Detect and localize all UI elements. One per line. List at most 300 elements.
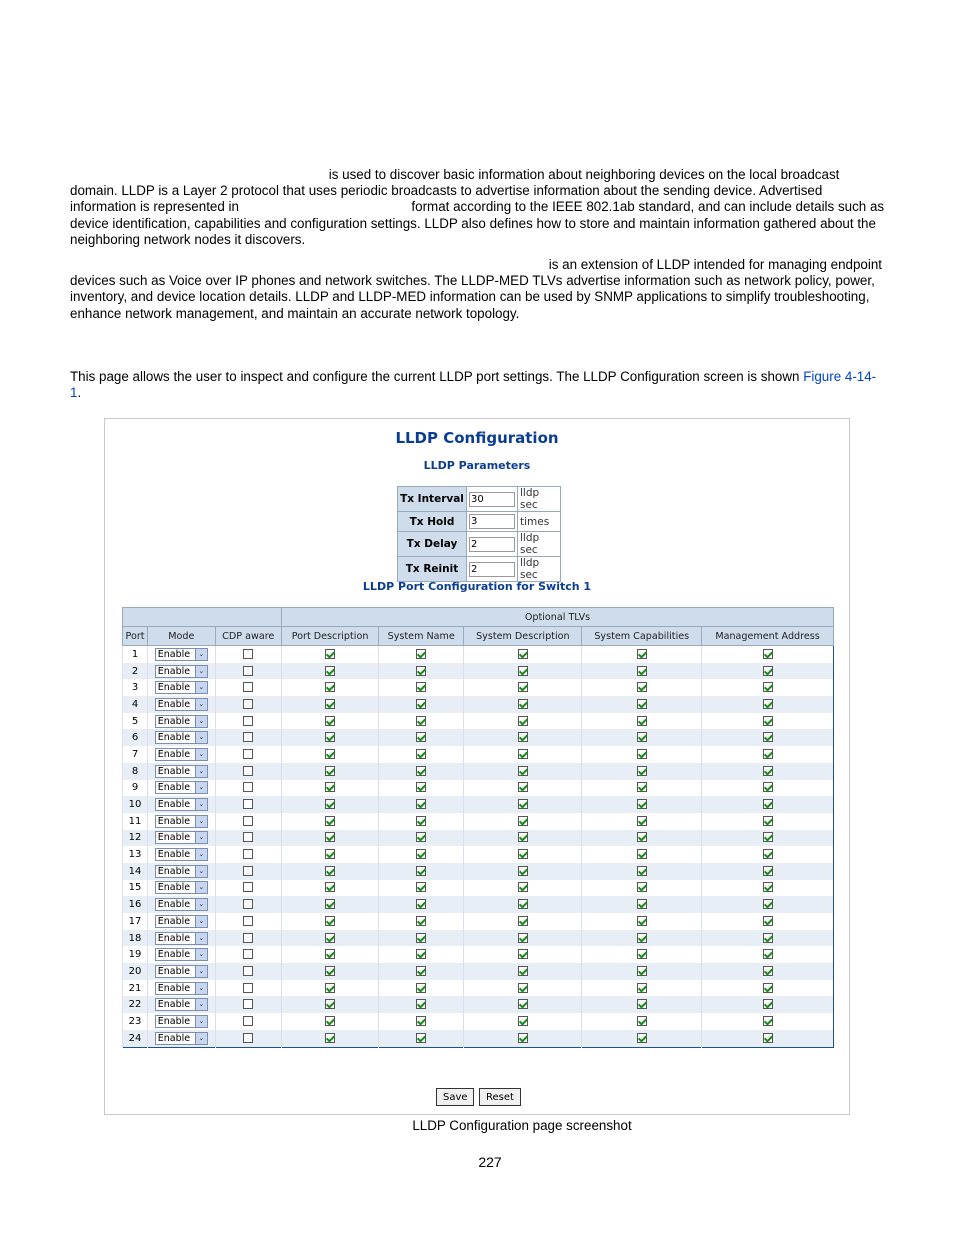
system-name-checkbox[interactable] [416, 732, 426, 742]
port-description-checkbox[interactable] [325, 849, 335, 859]
management-address-checkbox[interactable] [763, 1016, 773, 1026]
management-address-checkbox[interactable] [763, 816, 773, 826]
system-description-checkbox[interactable] [518, 749, 528, 759]
system-name-cell [379, 763, 464, 780]
system-capabilities-checkbox[interactable] [637, 1033, 647, 1043]
system-description-cell [464, 713, 582, 730]
system-description-checkbox[interactable] [518, 716, 528, 726]
mode-select[interactable] [155, 881, 208, 894]
system-capabilities-cell [582, 663, 702, 680]
system-capabilities-cell [582, 796, 702, 813]
column-header-system-description: System Description [464, 627, 582, 646]
system-capabilities-checkbox[interactable] [637, 682, 647, 692]
system-name-checkbox[interactable] [416, 799, 426, 809]
cdp-aware-cell [215, 946, 281, 963]
system-description-cell [464, 729, 582, 746]
system-description-checkbox[interactable] [518, 866, 528, 876]
port-description-checkbox[interactable] [325, 699, 335, 709]
system-name-checkbox[interactable] [416, 832, 426, 842]
system-name-cell [379, 746, 464, 763]
management-address-cell [702, 963, 834, 980]
param-input[interactable] [469, 514, 515, 529]
port-number: 12 [123, 830, 148, 847]
cdp-aware-checkbox[interactable] [243, 649, 253, 659]
port-description-checkbox[interactable] [325, 666, 335, 676]
cdp-aware-cell [215, 729, 281, 746]
port-number: 15 [123, 880, 148, 897]
management-address-checkbox[interactable] [763, 766, 773, 776]
cdp-aware-checkbox[interactable] [243, 832, 253, 842]
system-description-cell [464, 663, 582, 680]
mode-select[interactable] [155, 748, 208, 761]
port-description-checkbox[interactable] [325, 749, 335, 759]
port-description-checkbox[interactable] [325, 866, 335, 876]
table-row [123, 729, 834, 746]
system-name-cell [379, 846, 464, 863]
port-description-checkbox[interactable] [325, 782, 335, 792]
mode-select[interactable] [155, 798, 208, 811]
mode-select[interactable] [155, 815, 208, 828]
system-capabilities-checkbox[interactable] [637, 699, 647, 709]
management-address-checkbox[interactable] [763, 732, 773, 742]
chevron-down-icon: ⌄ [195, 882, 207, 893]
cdp-aware-checkbox[interactable] [243, 682, 253, 692]
mode-cell [148, 996, 216, 1013]
system-description-checkbox[interactable] [518, 983, 528, 993]
system-capabilities-checkbox[interactable] [637, 849, 647, 859]
mode-select[interactable] [155, 998, 208, 1011]
system-capabilities-checkbox[interactable] [637, 832, 647, 842]
system-capabilities-checkbox[interactable] [637, 782, 647, 792]
chevron-down-icon: ⌄ [195, 849, 207, 860]
mode-select[interactable] [155, 765, 208, 778]
system-description-cell [464, 813, 582, 830]
system-description-checkbox[interactable] [518, 649, 528, 659]
port-description-checkbox[interactable] [325, 649, 335, 659]
system-capabilities-checkbox[interactable] [637, 983, 647, 993]
system-description-checkbox[interactable] [518, 966, 528, 976]
mode-cell [148, 896, 216, 913]
system-description-checkbox[interactable] [518, 916, 528, 926]
port-number: 16 [123, 896, 148, 913]
column-header-port: Port [123, 627, 148, 646]
port-description-checkbox[interactable] [325, 732, 335, 742]
management-address-checkbox[interactable] [763, 983, 773, 993]
port-number: 6 [123, 729, 148, 746]
port-description-cell [281, 796, 378, 813]
port-description-cell [281, 980, 378, 997]
port-number: 19 [123, 946, 148, 963]
system-capabilities-checkbox[interactable] [637, 866, 647, 876]
mode-cell [148, 813, 216, 830]
management-address-checkbox[interactable] [763, 933, 773, 943]
port-description-checkbox[interactable] [325, 916, 335, 926]
mode-select-value: Enable [157, 698, 191, 710]
system-capabilities-checkbox[interactable] [637, 916, 647, 926]
port-description-checkbox[interactable] [325, 999, 335, 1009]
management-address-checkbox[interactable] [763, 666, 773, 676]
save-button[interactable]: Save [436, 1088, 474, 1106]
management-address-checkbox[interactable] [763, 782, 773, 792]
cdp-aware-checkbox[interactable] [243, 1033, 253, 1043]
system-description-checkbox[interactable] [518, 766, 528, 776]
management-address-cell [702, 813, 834, 830]
management-address-checkbox[interactable] [763, 999, 773, 1009]
column-header-mode: Mode [148, 627, 216, 646]
mode-select-value: Enable [157, 715, 191, 727]
system-name-checkbox[interactable] [416, 816, 426, 826]
cdp-aware-checkbox[interactable] [243, 782, 253, 792]
mode-select[interactable] [155, 831, 208, 844]
cdp-aware-cell [215, 863, 281, 880]
table-row [123, 679, 834, 696]
mode-select[interactable] [155, 915, 208, 928]
port-description-checkbox[interactable] [325, 882, 335, 892]
system-description-checkbox[interactable] [518, 682, 528, 692]
system-description-cell [464, 913, 582, 930]
management-address-checkbox[interactable] [763, 799, 773, 809]
table-row [123, 813, 834, 830]
column-header-system-capabilities: System Capabilities [582, 627, 702, 646]
cdp-aware-checkbox[interactable] [243, 933, 253, 943]
port-description-cell [281, 663, 378, 680]
system-name-checkbox[interactable] [416, 983, 426, 993]
system-name-checkbox[interactable] [416, 966, 426, 976]
cdp-aware-checkbox[interactable] [243, 866, 253, 876]
system-capabilities-checkbox[interactable] [637, 732, 647, 742]
param-unit: lldp sec [518, 532, 561, 557]
system-capabilities-checkbox[interactable] [637, 766, 647, 776]
param-input[interactable] [469, 492, 515, 507]
chevron-down-icon: ⌄ [195, 933, 207, 944]
mode-select[interactable] [155, 948, 208, 961]
management-address-cell [702, 780, 834, 797]
intro-paragraph-3 [70, 369, 886, 401]
mode-select-value: Enable [157, 899, 191, 911]
mode-select[interactable] [155, 715, 208, 728]
port-description-checkbox[interactable] [325, 832, 335, 842]
system-description-cell [464, 696, 582, 713]
chevron-down-icon: ⌄ [195, 999, 207, 1010]
cdp-aware-cell [215, 996, 281, 1013]
mode-select[interactable] [155, 731, 208, 744]
cdp-aware-checkbox[interactable] [243, 899, 253, 909]
optional-tlvs-header: Optional TLVs [281, 608, 833, 627]
mode-cell [148, 796, 216, 813]
system-description-checkbox[interactable] [518, 799, 528, 809]
port-number: 20 [123, 963, 148, 980]
system-capabilities-cell [582, 980, 702, 997]
system-name-checkbox[interactable] [416, 666, 426, 676]
system-name-checkbox[interactable] [416, 999, 426, 1009]
mode-select[interactable] [155, 932, 208, 945]
management-address-cell [702, 663, 834, 680]
system-description-checkbox[interactable] [518, 732, 528, 742]
cdp-aware-cell [215, 780, 281, 797]
system-capabilities-cell [582, 713, 702, 730]
management-address-checkbox[interactable] [763, 749, 773, 759]
intro-paragraph-2 [70, 257, 886, 322]
system-description-checkbox[interactable] [518, 1016, 528, 1026]
mode-select[interactable] [155, 898, 208, 911]
system-description-checkbox[interactable] [518, 699, 528, 709]
system-description-cell [464, 646, 582, 663]
system-name-checkbox[interactable] [416, 716, 426, 726]
header-blank [123, 608, 282, 627]
lldp-med-description-text: is an extension of LLDP intended for managing endpoint devices such as Voice over IP phones and network switches. The LLDP-MED TLVs advertise information such as network policy, power, inventory, and device location details. LLDP and LLDP-MED information can be used by SNMP applications to simplify troubleshooting, enhance network management, and maintain an accurate network topology. [70, 257, 883, 321]
system-description-cell [464, 846, 582, 863]
cdp-aware-cell [215, 980, 281, 997]
system-description-checkbox[interactable] [518, 949, 528, 959]
mode-select-value: Enable [157, 932, 191, 944]
mode-cell [148, 963, 216, 980]
chevron-down-icon: ⌄ [195, 649, 207, 660]
management-address-checkbox[interactable] [763, 699, 773, 709]
mode-cell [148, 863, 216, 880]
port-description-checkbox[interactable] [325, 816, 335, 826]
table-row [123, 863, 834, 880]
mode-select-value: Enable [157, 815, 191, 827]
port-description-checkbox[interactable] [325, 1033, 335, 1043]
param-label: Tx Delay [398, 532, 467, 557]
system-name-checkbox[interactable] [416, 699, 426, 709]
system-name-checkbox[interactable] [416, 866, 426, 876]
mode-select[interactable] [155, 965, 208, 978]
system-capabilities-checkbox[interactable] [637, 666, 647, 676]
cdp-aware-cell [215, 813, 281, 830]
system-description-checkbox[interactable] [518, 999, 528, 1009]
management-address-checkbox[interactable] [763, 882, 773, 892]
cdp-aware-cell [215, 880, 281, 897]
cdp-aware-checkbox[interactable] [243, 1016, 253, 1026]
management-address-cell [702, 1030, 834, 1047]
system-capabilities-cell [582, 880, 702, 897]
system-capabilities-cell [582, 1030, 702, 1047]
system-capabilities-cell [582, 963, 702, 980]
management-address-checkbox[interactable] [763, 966, 773, 976]
table-row [123, 830, 834, 847]
management-address-checkbox[interactable] [763, 899, 773, 909]
figure-link[interactable]: Figure 4-14-1 [70, 369, 877, 401]
management-address-cell [702, 996, 834, 1013]
mode-select[interactable] [155, 865, 208, 878]
cdp-aware-checkbox[interactable] [243, 966, 253, 976]
system-description-cell [464, 996, 582, 1013]
cdp-aware-cell [215, 930, 281, 947]
mode-select-value: Enable [157, 999, 191, 1011]
port-number: 13 [123, 846, 148, 863]
management-address-checkbox[interactable] [763, 949, 773, 959]
system-capabilities-checkbox[interactable] [637, 716, 647, 726]
cdp-aware-checkbox[interactable] [243, 766, 253, 776]
mode-select[interactable] [155, 648, 208, 661]
column-header-system-name: System Name [379, 627, 464, 646]
param-input[interactable] [469, 537, 515, 552]
system-name-cell [379, 780, 464, 797]
system-description-checkbox[interactable] [518, 849, 528, 859]
port-description-checkbox[interactable] [325, 799, 335, 809]
page-title: LLDP Configuration [395, 429, 559, 447]
system-description-checkbox[interactable] [518, 882, 528, 892]
table-row [123, 713, 834, 730]
port-config-table [122, 607, 834, 1048]
mode-select-value: Enable [157, 732, 191, 744]
system-capabilities-checkbox[interactable] [637, 799, 647, 809]
system-name-checkbox[interactable] [416, 749, 426, 759]
port-description-checkbox[interactable] [325, 716, 335, 726]
table-row [123, 780, 834, 797]
port-description-checkbox[interactable] [325, 933, 335, 943]
cdp-aware-checkbox[interactable] [243, 699, 253, 709]
cdp-aware-checkbox[interactable] [243, 799, 253, 809]
port-number: 14 [123, 863, 148, 880]
port-description-cell [281, 863, 378, 880]
system-capabilities-cell [582, 646, 702, 663]
system-capabilities-cell [582, 863, 702, 880]
system-name-cell [379, 796, 464, 813]
system-capabilities-checkbox[interactable] [637, 816, 647, 826]
system-capabilities-checkbox[interactable] [637, 882, 647, 892]
system-capabilities-cell [582, 1013, 702, 1030]
param-input[interactable] [469, 562, 515, 577]
system-description-cell [464, 896, 582, 913]
system-name-checkbox[interactable] [416, 899, 426, 909]
page-intro-text: This page allows the user to inspect and configure the current LLDP port settings. The LLDP Configuration screen is shown [70, 369, 800, 384]
cdp-aware-cell [215, 830, 281, 847]
system-name-cell [379, 913, 464, 930]
param-row [398, 512, 561, 532]
system-name-checkbox[interactable] [416, 766, 426, 776]
system-description-checkbox[interactable] [518, 832, 528, 842]
reset-button[interactable]: Reset [479, 1088, 521, 1106]
system-name-checkbox[interactable] [416, 1016, 426, 1026]
system-name-checkbox[interactable] [416, 949, 426, 959]
system-capabilities-checkbox[interactable] [637, 749, 647, 759]
management-address-cell [702, 880, 834, 897]
system-name-checkbox[interactable] [416, 682, 426, 692]
system-capabilities-checkbox[interactable] [637, 949, 647, 959]
system-capabilities-checkbox[interactable] [637, 1016, 647, 1026]
cdp-aware-checkbox[interactable] [243, 816, 253, 826]
mode-select[interactable] [155, 665, 208, 678]
system-description-checkbox[interactable] [518, 899, 528, 909]
management-address-checkbox[interactable] [763, 832, 773, 842]
system-name-cell [379, 679, 464, 696]
cdp-aware-checkbox[interactable] [243, 916, 253, 926]
system-name-checkbox[interactable] [416, 882, 426, 892]
management-address-checkbox[interactable] [763, 866, 773, 876]
mode-cell [148, 1013, 216, 1030]
port-description-cell [281, 896, 378, 913]
management-address-checkbox[interactable] [763, 916, 773, 926]
port-description-checkbox[interactable] [325, 899, 335, 909]
mode-select[interactable] [155, 781, 208, 794]
system-description-checkbox[interactable] [518, 666, 528, 676]
system-capabilities-checkbox[interactable] [637, 933, 647, 943]
system-capabilities-cell [582, 746, 702, 763]
port-description-checkbox[interactable] [325, 682, 335, 692]
management-address-checkbox[interactable] [763, 649, 773, 659]
system-description-cell [464, 1030, 582, 1047]
port-description-checkbox[interactable] [325, 966, 335, 976]
system-name-cell [379, 996, 464, 1013]
column-header-cdp-aware: CDP aware [215, 627, 281, 646]
management-address-checkbox[interactable] [763, 1033, 773, 1043]
port-description-checkbox[interactable] [325, 949, 335, 959]
port-description-checkbox[interactable] [325, 766, 335, 776]
system-description-cell [464, 880, 582, 897]
port-description-checkbox[interactable] [325, 983, 335, 993]
figure-caption: LLDP Configuration page screenshot [412, 1118, 632, 1133]
port-description-cell [281, 946, 378, 963]
mode-select[interactable] [155, 982, 208, 995]
mode-select-value: Enable [157, 1032, 191, 1044]
system-name-cell [379, 896, 464, 913]
mode-select[interactable] [155, 1015, 208, 1028]
chevron-down-icon: ⌄ [195, 799, 207, 810]
system-name-cell [379, 813, 464, 830]
system-name-checkbox[interactable] [416, 649, 426, 659]
system-name-checkbox[interactable] [416, 916, 426, 926]
cdp-aware-checkbox[interactable] [243, 949, 253, 959]
chevron-down-icon: ⌄ [195, 949, 207, 960]
system-description-checkbox[interactable] [518, 933, 528, 943]
mode-select[interactable] [155, 681, 208, 694]
system-capabilities-checkbox[interactable] [637, 649, 647, 659]
system-name-checkbox[interactable] [416, 933, 426, 943]
mode-select[interactable] [155, 848, 208, 861]
system-capabilities-checkbox[interactable] [637, 899, 647, 909]
cdp-aware-checkbox[interactable] [243, 983, 253, 993]
system-description-checkbox[interactable] [518, 782, 528, 792]
cdp-aware-checkbox[interactable] [243, 849, 253, 859]
table-row [123, 763, 834, 780]
mode-select[interactable] [155, 1032, 208, 1045]
port-description-cell [281, 646, 378, 663]
system-capabilities-cell [582, 696, 702, 713]
cdp-aware-checkbox[interactable] [243, 882, 253, 892]
management-address-checkbox[interactable] [763, 849, 773, 859]
system-capabilities-checkbox[interactable] [637, 999, 647, 1009]
param-label: Tx Interval [398, 487, 467, 512]
system-name-checkbox[interactable] [416, 1033, 426, 1043]
mode-select[interactable] [155, 698, 208, 711]
system-capabilities-cell [582, 763, 702, 780]
system-name-checkbox[interactable] [416, 782, 426, 792]
port-number: 17 [123, 913, 148, 930]
system-capabilities-checkbox[interactable] [637, 966, 647, 976]
system-name-cell [379, 729, 464, 746]
cdp-aware-checkbox[interactable] [243, 732, 253, 742]
p1-text-b: format according to the IEEE 802.1ab standard, and can include details such as device identification, capabilities and configuration settings. LLDP also defines how to store and maintain information gathered about the neighboring network nodes it discovers. [70, 199, 885, 247]
cdp-aware-checkbox[interactable] [243, 749, 253, 759]
system-name-checkbox[interactable] [416, 849, 426, 859]
port-description-cell [281, 813, 378, 830]
table-row [123, 796, 834, 813]
mode-select-value: Enable [157, 915, 191, 927]
system-description-checkbox[interactable] [518, 816, 528, 826]
port-description-checkbox[interactable] [325, 1016, 335, 1026]
cdp-aware-checkbox[interactable] [243, 666, 253, 676]
management-address-checkbox[interactable] [763, 682, 773, 692]
cdp-aware-checkbox[interactable] [243, 999, 253, 1009]
system-description-checkbox[interactable] [518, 1033, 528, 1043]
chevron-down-icon: ⌄ [195, 899, 207, 910]
management-address-checkbox[interactable] [763, 716, 773, 726]
chevron-down-icon: ⌄ [195, 966, 207, 977]
cdp-aware-checkbox[interactable] [243, 716, 253, 726]
system-name-cell [379, 946, 464, 963]
